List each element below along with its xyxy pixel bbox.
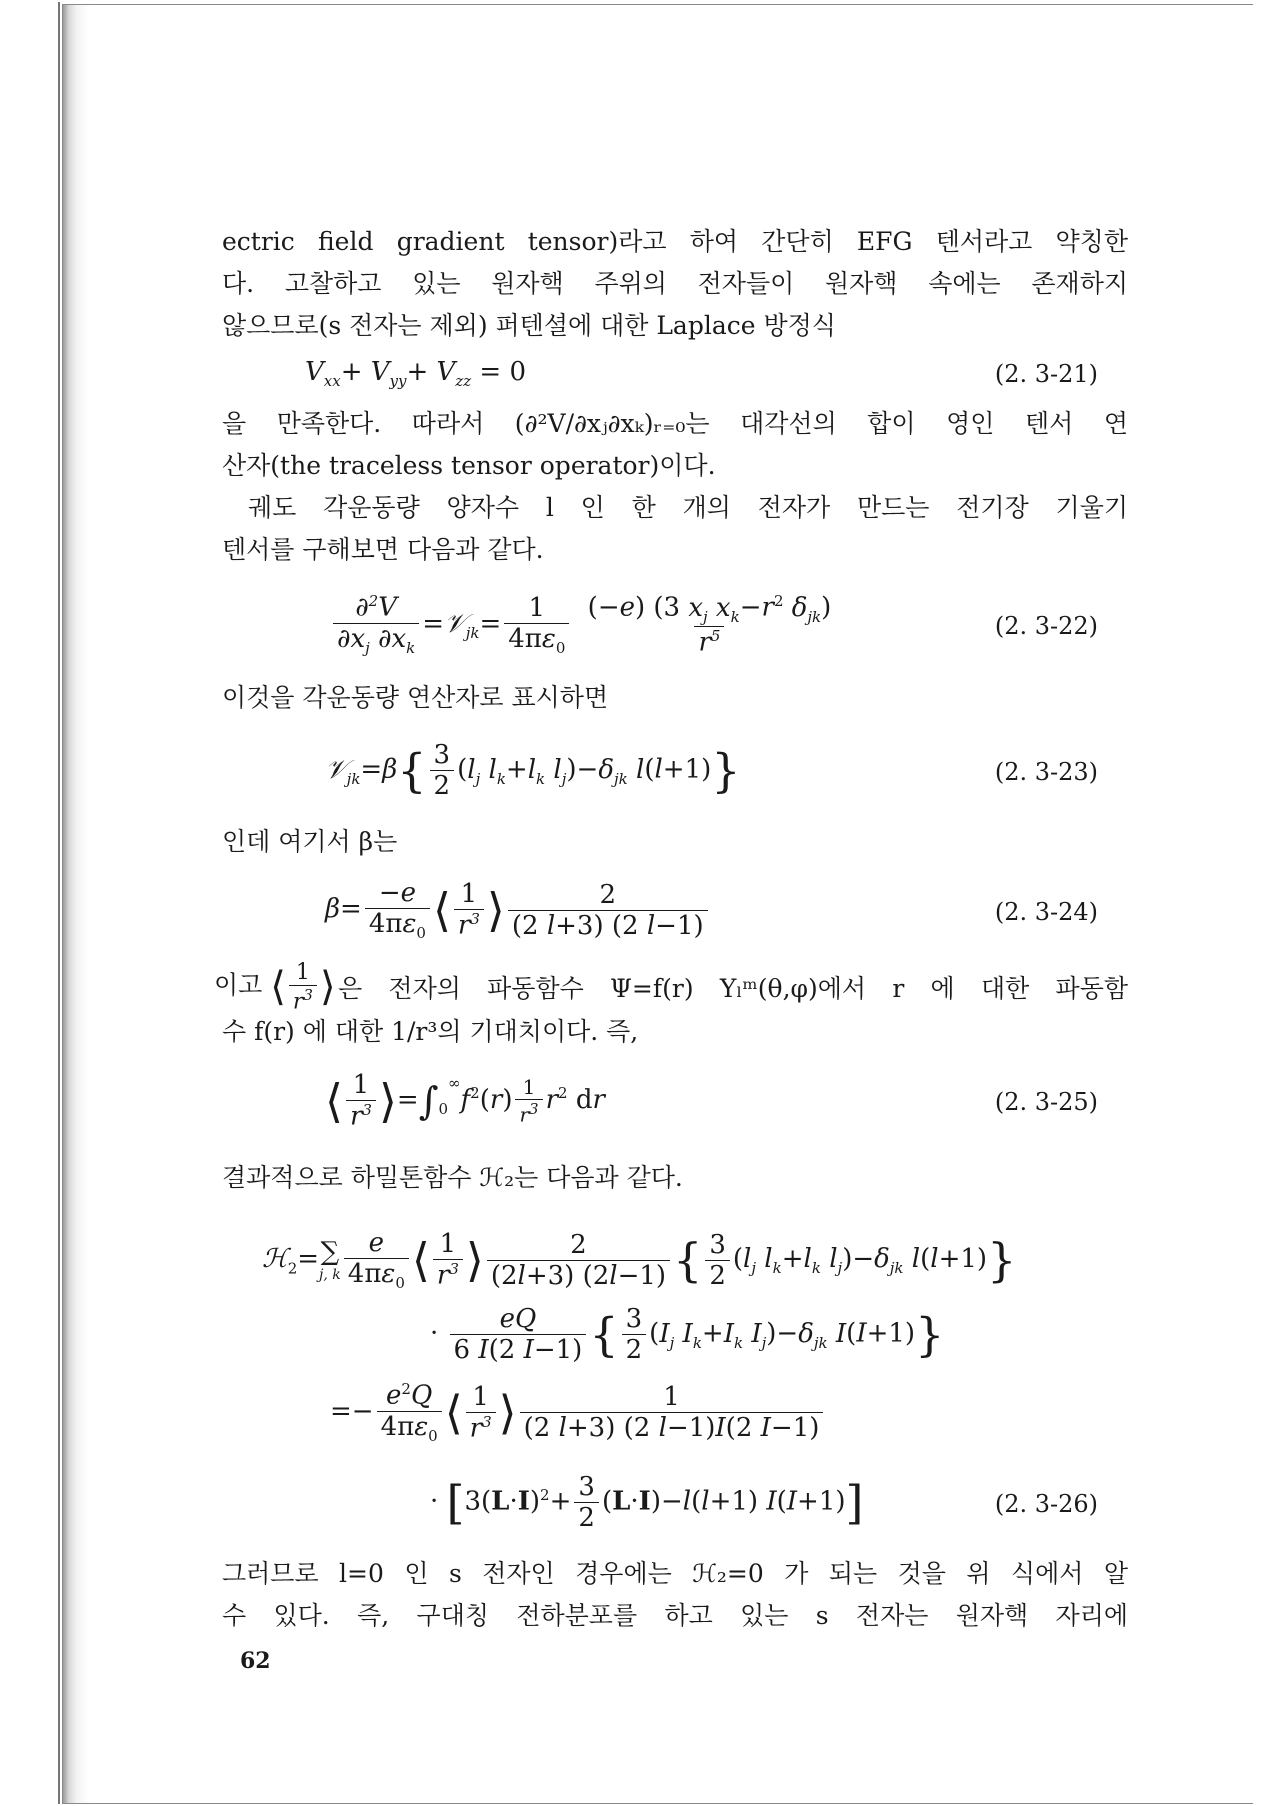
equation-number: (2. 3-22)	[994, 612, 1098, 640]
text-line: 다. 고찰하고 있는 원자핵 주위의 전자들이 원자핵 속에는 존재하지	[222, 269, 1128, 298]
equation-number: (2. 3-26)	[994, 1490, 1098, 1518]
expectation-inline: 이고 ⟨ $\frac{1}{r^3}$ ⟩	[214, 960, 336, 1015]
text-line: 을 만족한다. 따라서 (∂²V/∂xⱼ∂xₖ)ᵣ₌₀는 대각선의 합이 영인 텐서 연	[222, 409, 1128, 438]
text-line: 은 전자의 파동함수 Ψ=f(r) Yₗᵐ(θ,φ)에서 r 에 대한 파동함	[338, 974, 1128, 1003]
equation-operator-form: 𝒱$_{jk}$=β{ $\frac{3}{2}$ ($l_j$ $l_k+l_k$ $l_j)-\delta_{jk}$ l(l+1)}	[325, 740, 741, 801]
equation-laplace: $V_{xx}+ V_{yy}+ V_{zz} = 0$	[305, 357, 526, 391]
text-line: 결과적으로 하밀톤함수 ℋ₂는 다음과 같다.	[222, 1163, 683, 1192]
text-line: 산자(the traceless tensor operator)이다.	[222, 451, 716, 480]
text-line: 이것을 각운동량 연산자로 표시하면	[222, 683, 609, 712]
text-line: 인데 여기서 β는	[222, 827, 398, 856]
text-line: ectric field gradient tensor)라고 하여 간단히 EFG 텐서라고 약칭한	[222, 227, 1128, 256]
equation-beta: β= $\frac{-e}{4\pi\varepsilon_0}$ ⟨ $\frac{1}{r^3}$ ⟩ $\frac{2}{(2 l+3) (2 l-1)}$	[325, 878, 711, 942]
equation-hamiltonian-line3: =− $\frac{e^2Q}{4\pi\varepsilon_0}$ ⟨ $\frac{1}{r^3}$ ⟩ $\frac{1}{(2 l+3) (2 l-1)I(2 I-1)}$	[330, 1380, 826, 1445]
text-line: 수 있다. 즉, 구대칭 전하분포를 하고 있는 s 전자는 원자핵 자리에	[222, 1601, 1128, 1630]
text-line: 수 f(r) 에 대한 1/r³의 기대치이다. 즉,	[222, 1017, 639, 1046]
page-number: 62	[240, 1648, 271, 1674]
equation-number: (2. 3-24)	[994, 898, 1098, 926]
equation-efg-tensor: $\frac{\partial^2V}{\partial x_j \partial x_k}$ =𝒱$_{jk}$= $\frac{1}{4\pi\varepsilon_0}$ $\frac{(-e) (3 x_j x_k-r^2 \delta_{jk})}{r^5}$	[330, 592, 838, 658]
equation-number: (2. 3-23)	[994, 758, 1098, 786]
equation-hamiltonian-line1: ℋ$_2$= ∑ j, k $\frac{e}{4\pi\varepsilon_0}$ ⟨ $\frac{1}{r^3}$ ⟩ $\frac{2}{(2l+3) (2l-1)}$ { $\frac{3}{2}$ ($l_j$ $l_k+l_k$ $l_j)-\delta_{jk}$ l(l+1)}	[262, 1228, 1017, 1293]
text-lead: 이고	[214, 970, 263, 1000]
equation-hamiltonian-line4: · [$3(L\cdot I)^2+$ $\frac{3}{2}$ (L·I)−l(l+1) I(I+1)]	[430, 1472, 864, 1533]
text-line: 그러므로 l=0 인 s 전자인 경우에는 ℋ₂=0 가 되는 것을 위 식에서 알	[222, 1559, 1128, 1588]
equation-hamiltonian-line2: · $\frac{eQ}{6 I(2 I-1)}$ { $\frac{3}{2}$ ($I_j$ $I_k+I_k$ $I_j)-\delta_{jk}$ I(I+1)}	[430, 1304, 945, 1365]
equation-expectation-integral: ⟨ $\frac{1}{r^3}$ $⟩=\int_0^\infty f^2(r)$ $\frac{1}{r^3}$ $r^2$ dr	[325, 1070, 605, 1132]
equation-number: (2. 3-25)	[994, 1088, 1098, 1116]
equation-number: (2. 3-21)	[994, 360, 1098, 388]
text-line: 않으므로(s 전자는 제외) 퍼텐셜에 대한 Laplace 방정식	[222, 311, 836, 340]
text-line: 궤도 각운동량 양자수 l 인 한 개의 전자가 만드는 전기장 기울기	[248, 493, 1128, 522]
text-line: 텐서를 구해보면 다음과 같다.	[222, 535, 544, 564]
